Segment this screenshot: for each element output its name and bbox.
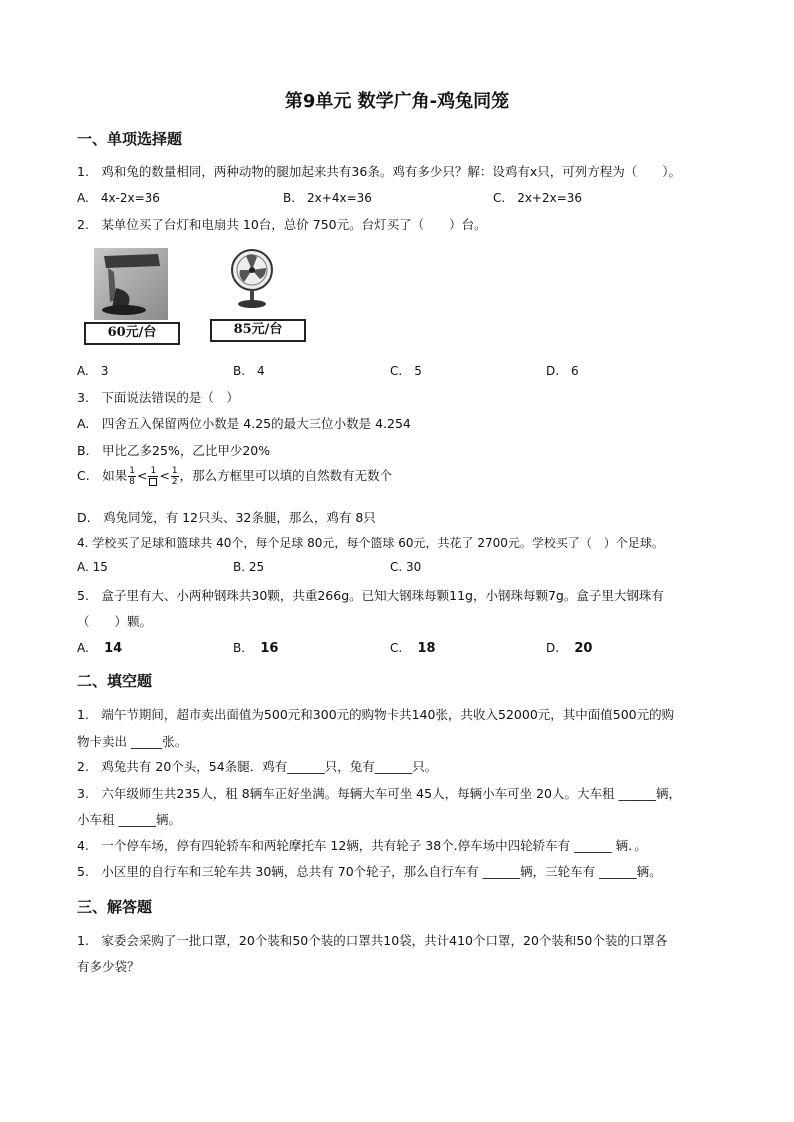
fraction-numerator: 1 [129,466,135,476]
blank-box-icon [148,477,158,487]
question-4-option-b[interactable]: B. 25 [233,560,265,574]
fill-question-4: 4. 一个停车场，停有四轮轿车和两轮摩托车 12辆，共有轮子 38个.停车场中四轮轿车有 ______ 辆．。 [77,838,647,853]
option-c-prefix: C. 如果 [77,468,128,483]
lamp-price-tag: 60元/台 [84,322,180,345]
question-3-option-c[interactable] [77,466,392,487]
question-3-option-d[interactable]: D. 鸡兔同笼，有 12只头、32条腿，那么，鸡有 8只 [77,510,376,525]
question-5-option-c[interactable] [390,637,436,656]
option-label: B. [233,641,246,655]
question-4-option-a[interactable]: A. 15 [77,560,108,574]
question-2-option-d[interactable]: D. 6 [546,364,579,378]
question-3-option-b[interactable]: B. 甲比乙多25%，乙比甲少20% [77,443,271,458]
question-2-option-a[interactable]: A. 3 [77,364,109,378]
fill-question-3-line-2: 小车租 ______辆。 [77,812,181,827]
question-5-stem-line-2: （ ）颗。 [77,614,153,629]
question-2-option-c[interactable]: C. 5 [390,364,422,378]
question-5-option-d[interactable] [546,637,592,656]
question-2-option-b[interactable]: B. 4 [233,364,265,378]
fraction-numerator: 1 [148,466,158,477]
question-1-option-c[interactable]: C. 2x+2x=36 [493,191,583,205]
option-value: 20 [574,641,593,656]
option-label: D. [546,641,560,655]
question-1-option-b[interactable]: B. 2x+4x=36 [283,191,372,205]
option-value: 14 [104,641,123,656]
fill-question-1-line-1: 1. 端午节期间，超市卖出面值为500元和300元的购物卡共140张，共收入52000元，其中面值500元的购 [77,707,675,722]
fill-question-5: 5. 小区里的自行车和三轮车共 30辆，总共有 70个轮子，那么自行车有 ______辆，三轮车有 ______辆。 [77,864,662,879]
question-3-stem: 3. 下面说法错误的是（ ） [77,390,239,405]
option-value: 16 [260,641,279,656]
fill-question-1-line-2: 物卡卖出 _____张。 [77,734,188,749]
question-5-stem-line-1: 5. 盒子里有大、小两种钢珠共30颗，共重266g。已知大钢珠每颗11g，小钢珠每颗7g。盒子里大钢珠有 [77,588,664,603]
fan-price-tag: 85元/台 [210,319,306,342]
question-5-option-a[interactable] [77,637,122,656]
question-1-stem: 1. 鸡和兔的数量相同，两种动物的腿加起来共有36条。鸡有多少只？解：设鸡有x只，可列方程为（ ）。 [77,164,681,179]
question-5-option-b[interactable] [233,637,278,656]
question-4-stem: 4. 学校买了足球和篮球共 40个，每个足球 80元，每个篮球 60元，共花了 2700元。学校买了（ ）个足球。 [77,536,664,550]
solve-question-1-line-2: 有多少袋？ [77,959,140,974]
fraction-denominator: 8 [129,477,135,487]
option-label: C. [390,641,403,655]
fraction-denominator: 2 [171,477,178,487]
fraction-one-over-box [148,466,158,487]
option-label: A. [77,641,89,655]
option-value: 18 [417,641,436,656]
fraction-one-eighth [128,466,136,487]
question-3-option-a[interactable]: A. 四舍五入保留两位小数是 4.25的最大三位小数是 4.254 [77,416,411,431]
solve-question-1-line-1: 1. 家委会采购了一批口罩，20个装和50个装的口罩共10袋，共计410个口罩，20个装和50个装的口罩各 [77,933,668,948]
section-heading-fill-in: 二、填空题 [77,672,153,690]
less-than-sign: < [159,468,170,483]
question-2-stem: 2. 某单位买了台灯和电扇共 10台，总价 750元。台灯买了（ ）台。 [77,217,487,232]
question-1-option-a[interactable]: A. 4x-2x=36 [77,191,160,205]
electric-fan-image [224,248,280,310]
less-than-sign: < [136,468,148,483]
section-heading-single-choice: 一、单项选择题 [77,130,183,148]
option-c-suffix: ，那么方框里可以填的自然数有无数个 [179,468,393,483]
question-4-option-c[interactable]: C. 30 [390,560,422,574]
fill-question-2: 2. 鸡兔共有 20个头，54条腿．鸡有______只，兔有______只。 [77,759,438,774]
desk-lamp-image [94,248,168,320]
page-title: 第9单元 数学广角-鸡兔同笼 [284,91,510,112]
section-heading-solve: 三、解答题 [77,898,153,916]
fill-question-3-line-1: 3. 六年级师生共235人，租 8辆车正好坐满。每辆大车可坐 45人，每辆小车可坐 20人。大车租 ______辆， [77,786,681,801]
fraction-numerator: 1 [171,466,178,476]
fraction-one-half [171,466,179,487]
